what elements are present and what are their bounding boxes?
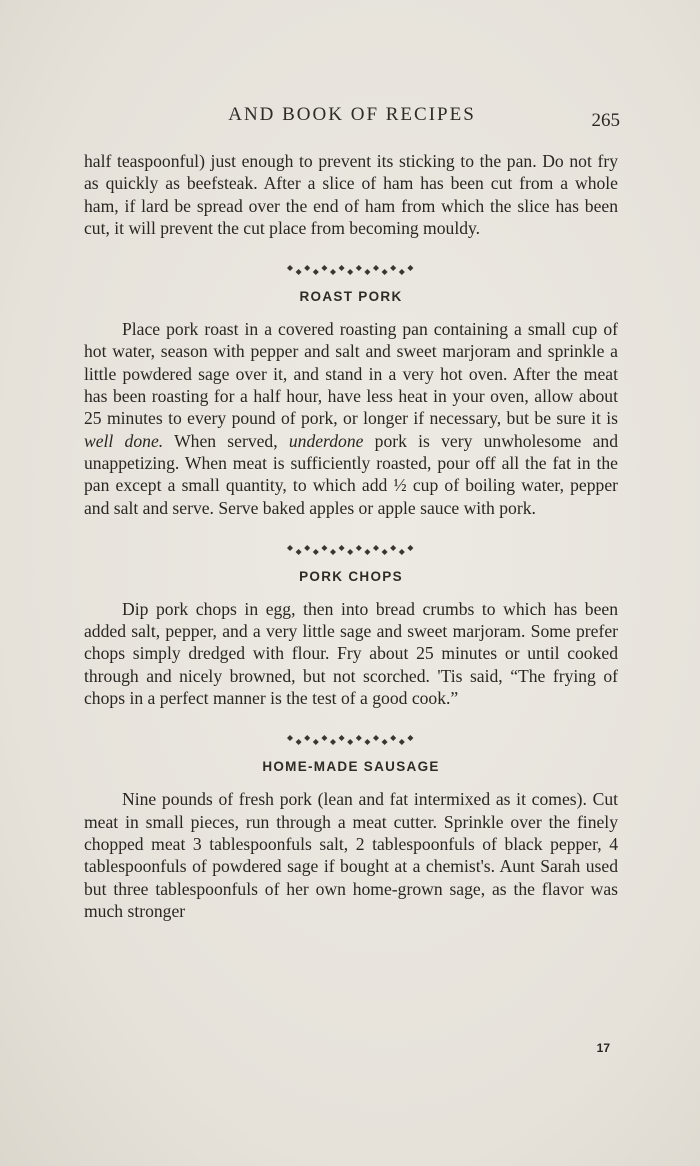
ornament-diamond: [390, 265, 396, 271]
ornament-diamond: [347, 549, 353, 555]
ornament-diamond: [313, 739, 319, 745]
roast-pork-text-1: Place pork roast in a covered roasting pan containing a small cup of hot water, season with pepper and salt and sweet marjoram and sprinkle a little powdered sage over it, and stand in a very hot oven. After the meat has been roasting for a half hour, have less heat in your oven, allow about 25 minutes to every pound of pork, or longer if necessary, but be sure it is: [84, 319, 618, 429]
ornament-diamond: [287, 735, 293, 741]
ornament-diamond: [321, 545, 327, 551]
roast-pork-emphasis-underdone: underdone: [288, 430, 364, 451]
ornament-diamond: [364, 549, 370, 555]
ornament-diamond: [287, 265, 293, 271]
ornament-diamond: [339, 265, 345, 271]
ornament-diamond: [390, 545, 396, 551]
ornament-diamond: [407, 265, 413, 271]
ornament-diamond: [407, 735, 413, 741]
ornament-diamond: [347, 269, 353, 275]
ornament-diamond: [296, 269, 302, 275]
pork-chops-paragraph: Dip pork chops in egg, then into bread crumbs to which has been added salt, pepper, and a very little sage and sweet marjoram. Some prefer chops simply dredged with flour. Fry about 25 minutes or until cooked through and nicely browned, but not scorched. 'Tis said, “The frying of chops in a perfect manner is the test of a good cook.”: [84, 598, 618, 709]
diamond-ornament-icon: [284, 264, 418, 276]
ornament-diamond: [330, 739, 336, 745]
ornament-diamond: [296, 739, 302, 745]
ornament-diamond: [382, 549, 388, 555]
ornament-diamond: [330, 269, 336, 275]
ornament-diamond: [287, 545, 293, 551]
ornament-diamond: [399, 549, 405, 555]
ornament-diamond: [330, 549, 336, 555]
ornament-diamond: [364, 269, 370, 275]
roast-pork-text-2: When served,: [163, 430, 289, 451]
ornament-diamond: [373, 545, 379, 551]
ornament-diamond: [304, 265, 310, 271]
ornament-diamond: [382, 269, 388, 275]
ornament-diamond: [356, 735, 362, 741]
ornament-diamond: [364, 739, 370, 745]
page-number: 265: [591, 110, 620, 131]
signature-mark: 17: [596, 1041, 610, 1055]
ornament-divider: [84, 733, 618, 747]
ornament-divider: [84, 263, 618, 277]
pork-chops-heading: PORK CHOPS: [299, 568, 403, 584]
ornament-diamond: [356, 545, 362, 551]
ornament-diamond: [373, 735, 379, 741]
sausage-paragraph: Nine pounds of fresh pork (lean and fat intermixed as it comes). Cut meat in small pieces, run through a meat cutter. Sprinkle over the finely chopped meat 3 tablespoonfuls salt, 2 tablespoonfuls of black pepper, 4 tablespoonfuls of powdered sage if bought at a chemist's. Aunt Sarah used but three tablespoonfuls of her own home-grown sage, as the flavor was much stronger: [84, 789, 618, 921]
ornament-diamond: [296, 549, 302, 555]
ornament-diamond: [373, 265, 379, 271]
continuation-paragraph: half teaspoonful) just enough to prevent its sticking to the pan. Do not fry as quickly as beefsteak. After a slice of ham has been cut from a whole ham, if lard be spread over the end of ham from which the slice has been cut, it will prevent the cut place from becoming mouldy.: [84, 151, 618, 238]
ornament-diamond: [399, 269, 405, 275]
ornament-diamond: [339, 545, 345, 551]
page-header: [84, 104, 620, 134]
ornament-diamond: [339, 735, 345, 741]
ornament-diamond: [407, 545, 413, 551]
roast-pork-text-3: pork is very unwholesome and unappetizing. When meat is sufficiently roasted, pour off all the fat in the pan except a small quantity, to which add ½ cup of boiling water, pepper and salt and serve. Serve baked apples or apple sauce with pork.: [84, 430, 618, 518]
ornament-diamond: [356, 265, 362, 271]
diamond-ornament-icon: [284, 734, 418, 746]
ornament-diamond: [321, 735, 327, 741]
running-title: AND BOOK OF RECIPES: [228, 104, 476, 125]
ornament-diamond: [399, 739, 405, 745]
diamond-ornament-icon: [284, 544, 418, 556]
roast-pork-emphasis-well-done: well done.: [84, 430, 164, 451]
ornament-diamond: [321, 265, 327, 271]
sausage-heading: HOME-MADE SAUSAGE: [262, 759, 440, 775]
roast-pork-paragraph: [84, 318, 618, 519]
ornament-diamond: [347, 739, 353, 745]
ornament-diamond: [313, 269, 319, 275]
roast-pork-heading: ROAST PORK: [299, 289, 403, 305]
page-body: [84, 150, 618, 922]
ornament-diamond: [390, 735, 396, 741]
ornament-diamond: [304, 545, 310, 551]
ornament-diamond: [313, 549, 319, 555]
ornament-divider: [84, 543, 618, 557]
ornament-diamond: [304, 735, 310, 741]
ornament-diamond: [382, 739, 388, 745]
